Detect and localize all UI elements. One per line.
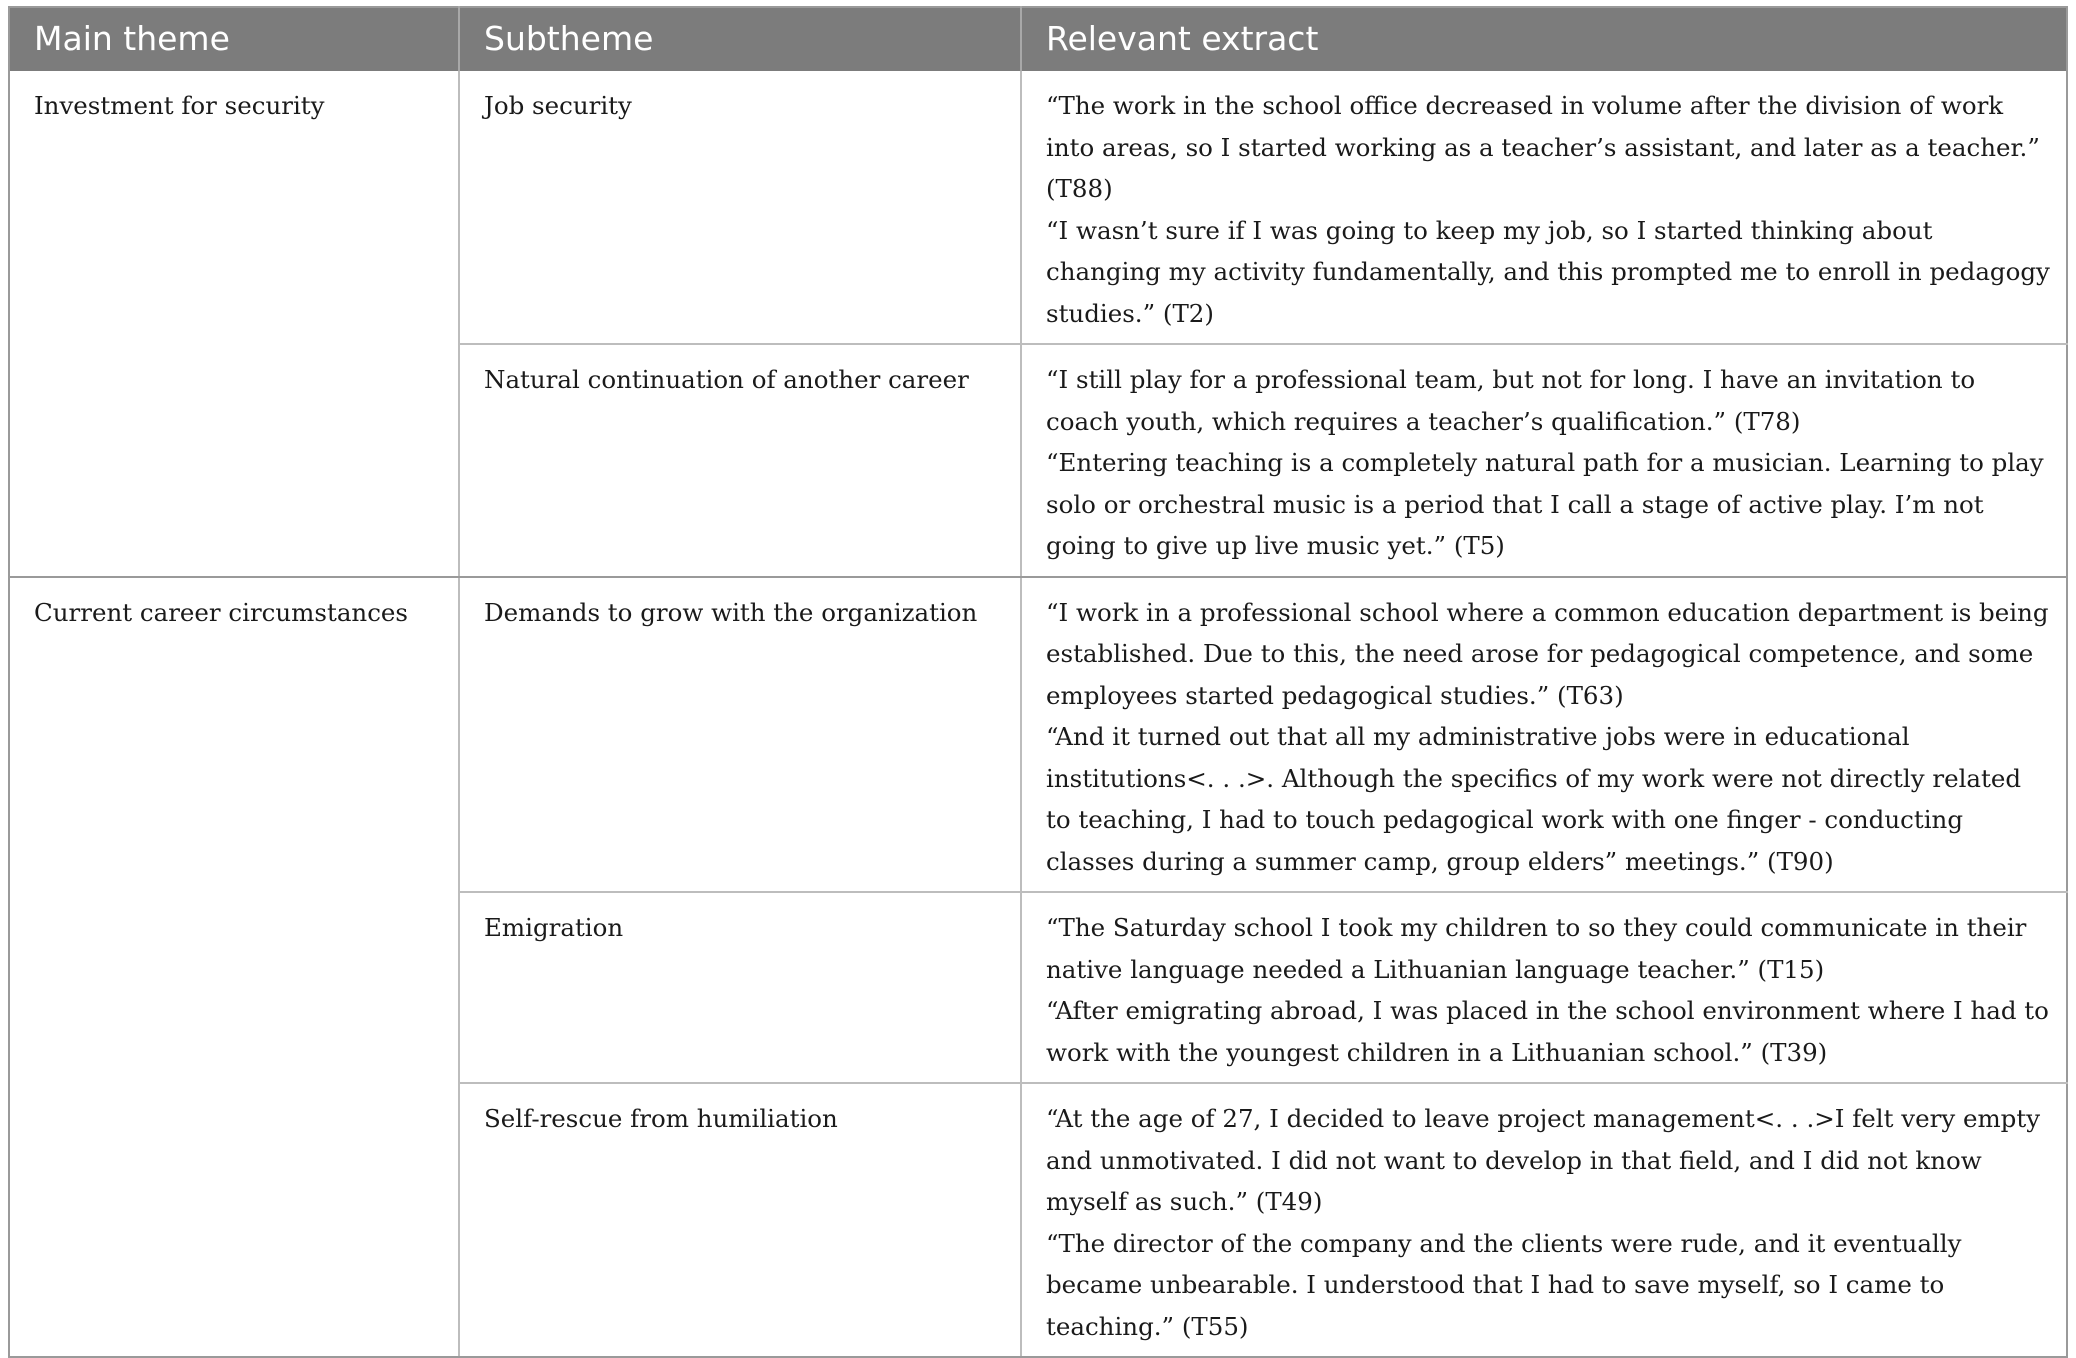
extract-quote: “Entering teaching is a completely natural path for a musician. Learning to play solo or orchestral music is a period that I call a stage of active play. I’m not going to give up live music yet.” (T5) [1046, 448, 2044, 560]
header-subtheme: Subtheme [459, 7, 1021, 71]
main-theme-cell: Current career circumstances [9, 577, 459, 1358]
extract-cell [1021, 71, 2067, 344]
extract-cell [1021, 344, 2067, 577]
header-relevant-extract: Relevant extract [1021, 7, 2067, 71]
table-header [9, 7, 2067, 71]
extract-quote: “The director of the company and the clients were rude, and it eventually became unbearable. I understood that I had to save myself, so I came to teaching.” (T55) [1046, 1228, 1962, 1341]
subtheme-cell: Self-rescue from humiliation [459, 1083, 1021, 1357]
extract-quote: “I work in a professional school where a common education department is being established. Due to this, the need arose for pedagogical competence, and some employees started pedagogical studies.” (T63) [1046, 597, 2049, 710]
table-body [9, 71, 2067, 1357]
extract-cell [1021, 892, 2067, 1083]
header-main-theme: Main theme [9, 7, 459, 71]
themes-table [8, 6, 2068, 1358]
subtheme-cell: Emigration [459, 892, 1021, 1083]
table-row [9, 577, 2067, 893]
extract-quote: “The Saturday school I took my children to so they could communicate in their native language needed a Lithuanian language teacher.” (T15) [1046, 913, 2027, 984]
extract-quote: “And it turned out that all my administrative jobs were in educational institutions<. . .>. Although the specifics of my work were not directly related to teaching, I had to touch pedagogical work with one finger - conducting classes during a summer camp, group elders” meetings.” (T90) [1046, 722, 2022, 876]
extract-quote: “I wasn’t sure if I was going to keep my job, so I started thinking about changing my activity fundamentally, and this prompted me to enroll in pedagogy studies.” (T2) [1046, 215, 2050, 328]
extract-cell [1021, 577, 2067, 893]
extract-quote: “At the age of 27, I decided to leave project management<. . .>I felt very empty and unmotivated. I did not want to develop in that field, and I did not know myself as such.” (T49) [1046, 1104, 2041, 1216]
subtheme-cell: Job security [459, 71, 1021, 344]
extract-quote: “I still play for a professional team, but not for long. I have an invitation to coach youth, which requires a teacher’s qualification.” (T78) [1046, 365, 1976, 436]
themes-table-container [8, 6, 2066, 1358]
main-theme-cell: Investment for security [9, 71, 459, 577]
extract-cell [1021, 1083, 2067, 1357]
subtheme-cell: Demands to grow with the organization [459, 577, 1021, 893]
header-row [9, 7, 2067, 71]
extract-quote: “After emigrating abroad, I was placed in the school environment where I had to work with the youngest children in a Lithuanian school.” (T39) [1046, 996, 2049, 1067]
table-row [9, 71, 2067, 344]
extract-quote: “The work in the school office decreased in volume after the division of work into areas, so I started working as a teacher’s assistant, and later as a teacher.” (T88) [1046, 91, 2040, 203]
subtheme-cell: Natural continuation of another career [459, 344, 1021, 577]
